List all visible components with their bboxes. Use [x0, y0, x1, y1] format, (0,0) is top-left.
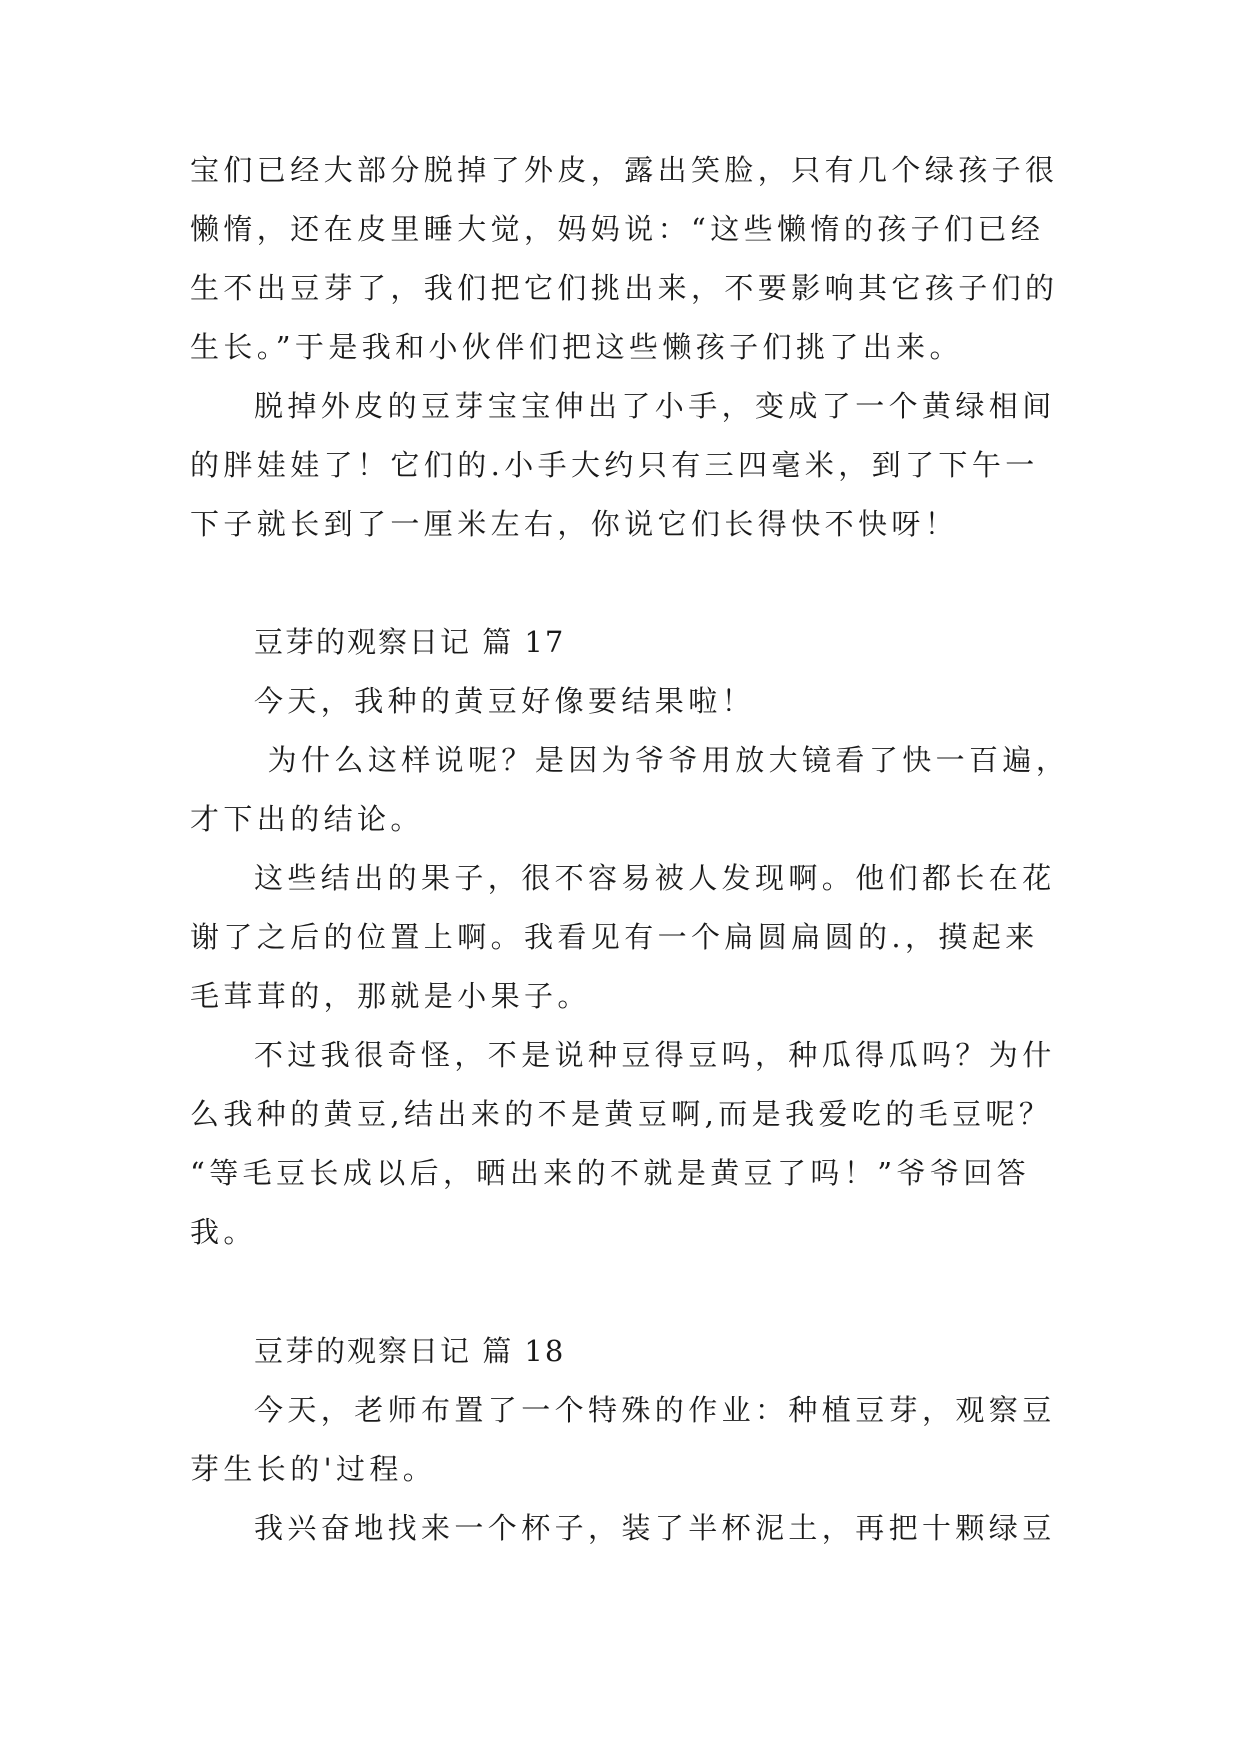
text-line: 生长。”于是我和小伙伴们把这些懒孩子们挑了出来。: [190, 330, 963, 364]
paragraph-first-line: 今天，我种的黄豆好像要结果啦！: [254, 684, 756, 718]
paragraph-first-line: 不过我很奇怪，不是说种豆得豆吗，种瓜得瓜吗？为什: [254, 1038, 1056, 1072]
paragraph-first-line: 为什么这样说呢？是因为爷爷用放大镜看了快一百遍，: [254, 743, 1070, 777]
section-heading: 豆芽的观察日记 篇 18: [254, 1334, 566, 1368]
paragraph-first-line: 今天，老师布置了一个特殊的作业：种植豆芽，观察豆: [254, 1393, 1056, 1427]
text-line: 毛茸茸的，那就是小果子。: [190, 979, 591, 1013]
text-line: “等毛豆长成以后，晒出来的不就是黄豆了吗！”爷爷回答: [190, 1156, 1031, 1190]
paragraph-first-line: 这些结出的果子，很不容易被人发现啊。他们都长在花: [254, 861, 1056, 895]
text-line: 么我种的黄豆,结出来的不是黄豆啊,而是我爱吃的毛豆呢？: [190, 1097, 1053, 1131]
text-line: 我。: [190, 1215, 257, 1249]
paragraph-first-line: 我兴奋地找来一个杯子，装了半杯泥土，再把十颗绿豆: [254, 1511, 1056, 1545]
text-line: 谢了之后的位置上啊。我看见有一个扁圆扁圆的.，摸起来: [190, 920, 1039, 954]
text-line: 的胖娃娃了！它们的.小手大约只有三四毫米，到了下午一: [190, 448, 1039, 482]
text-line: 芽生长的'过程。: [190, 1452, 437, 1486]
text-line: 才下出的结论。: [190, 802, 424, 836]
section-heading: 豆芽的观察日记 篇 17: [254, 625, 566, 659]
text-line: 生不出豆芽了，我们把它们挑出来，不要影响其它孩子们的: [190, 271, 1059, 305]
text-line: 宝们已经大部分脱掉了外皮，露出笑脸，只有几个绿孩子很: [190, 153, 1059, 187]
text-line: 懒惰，还在皮里睡大觉，妈妈说：“这些懒惰的孩子们已经: [190, 212, 1045, 246]
paragraph-first-line: 脱掉外皮的豆芽宝宝伸出了小手，变成了一个黄绿相间: [254, 389, 1056, 423]
text-line: 下子就长到了一厘米左右，你说它们长得快不快呀！: [190, 507, 959, 541]
